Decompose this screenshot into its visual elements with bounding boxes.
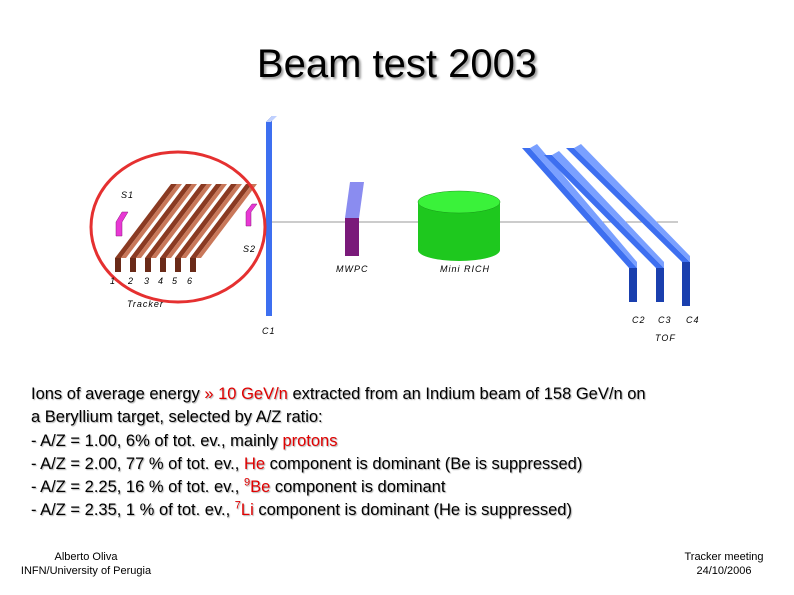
label-plane-2: 2 (128, 276, 135, 286)
line1-part-c: extracted from an Indium beam of 158 GeV/n on (287, 385, 646, 403)
scintillator-s2 (246, 204, 257, 226)
protons-highlight: protons (282, 431, 338, 450)
body-line-5 (31, 476, 646, 499)
label-c2: C2 (632, 315, 646, 325)
line1-part-a: Ions of average energy (31, 385, 205, 403)
label-c3: C3 (658, 315, 672, 325)
be-highlight: Be (250, 478, 271, 497)
footer-meeting-date: 24/10/2006 (696, 565, 752, 577)
footer-meeting (666, 550, 782, 578)
li-highlight: Li (240, 501, 254, 520)
energy-highlight: » 10 GeV/n (204, 385, 288, 403)
footer-author-name: Alberto Oliva (54, 551, 118, 563)
label-plane-6: 6 (187, 276, 194, 286)
body-line-6 (31, 499, 646, 522)
line5-part-c: component is dominant (270, 478, 446, 497)
line4-part-c: component is dominant (Be is suppressed) (265, 454, 583, 473)
line5-part-a: - A/Z = 2.25, 16 % of tot. ev., (31, 478, 244, 497)
label-plane-5: 5 (172, 276, 179, 286)
slide-title: Beam test 2003 (256, 42, 538, 86)
label-plane-4: 4 (158, 276, 165, 286)
label-s1: S1 (121, 190, 135, 200)
label-c1: C1 (262, 326, 276, 336)
mwpc-detector (345, 182, 364, 256)
line4-part-a: - A/Z = 2.00, 77 % of tot. ev., (31, 454, 244, 473)
body-line-1 (31, 383, 646, 406)
label-tof: TOF (655, 333, 676, 343)
line6-part-c: component is dominant (He is suppressed) (253, 501, 572, 520)
label-plane-1: 1 (110, 276, 117, 286)
body-line-3 (31, 430, 646, 453)
body-line-2: a Beryllium target, selected by A/Z ratio: (31, 408, 323, 427)
line3-part-a: - A/Z = 1.00, 6% of tot. ev., mainly (31, 431, 283, 450)
footer-author (6, 550, 166, 578)
label-tracker: Tracker (127, 299, 164, 309)
tracker-ladders (115, 184, 257, 272)
label-mini-rich: Mini RICH (440, 264, 491, 274)
body-text (31, 383, 646, 523)
counter-c1 (266, 116, 277, 316)
footer-meeting-name: Tracker meeting (684, 551, 764, 563)
label-mwpc: MWPC (336, 264, 369, 274)
label-plane-3: 3 (144, 276, 151, 286)
mini-rich-cylinder (418, 191, 500, 261)
be-mass-number: 9 (243, 476, 251, 489)
he-highlight: He (243, 454, 266, 473)
label-s2: S2 (243, 244, 257, 254)
li-mass-number: 7 (234, 499, 241, 512)
label-c4: C4 (686, 315, 700, 325)
line6-part-a: - A/Z = 2.35, 1 % of tot. ev., (31, 501, 235, 520)
footer-author-affiliation: INFN/University of Perugia (20, 565, 152, 577)
scintillator-s1 (116, 212, 128, 236)
body-line-4 (31, 453, 646, 476)
